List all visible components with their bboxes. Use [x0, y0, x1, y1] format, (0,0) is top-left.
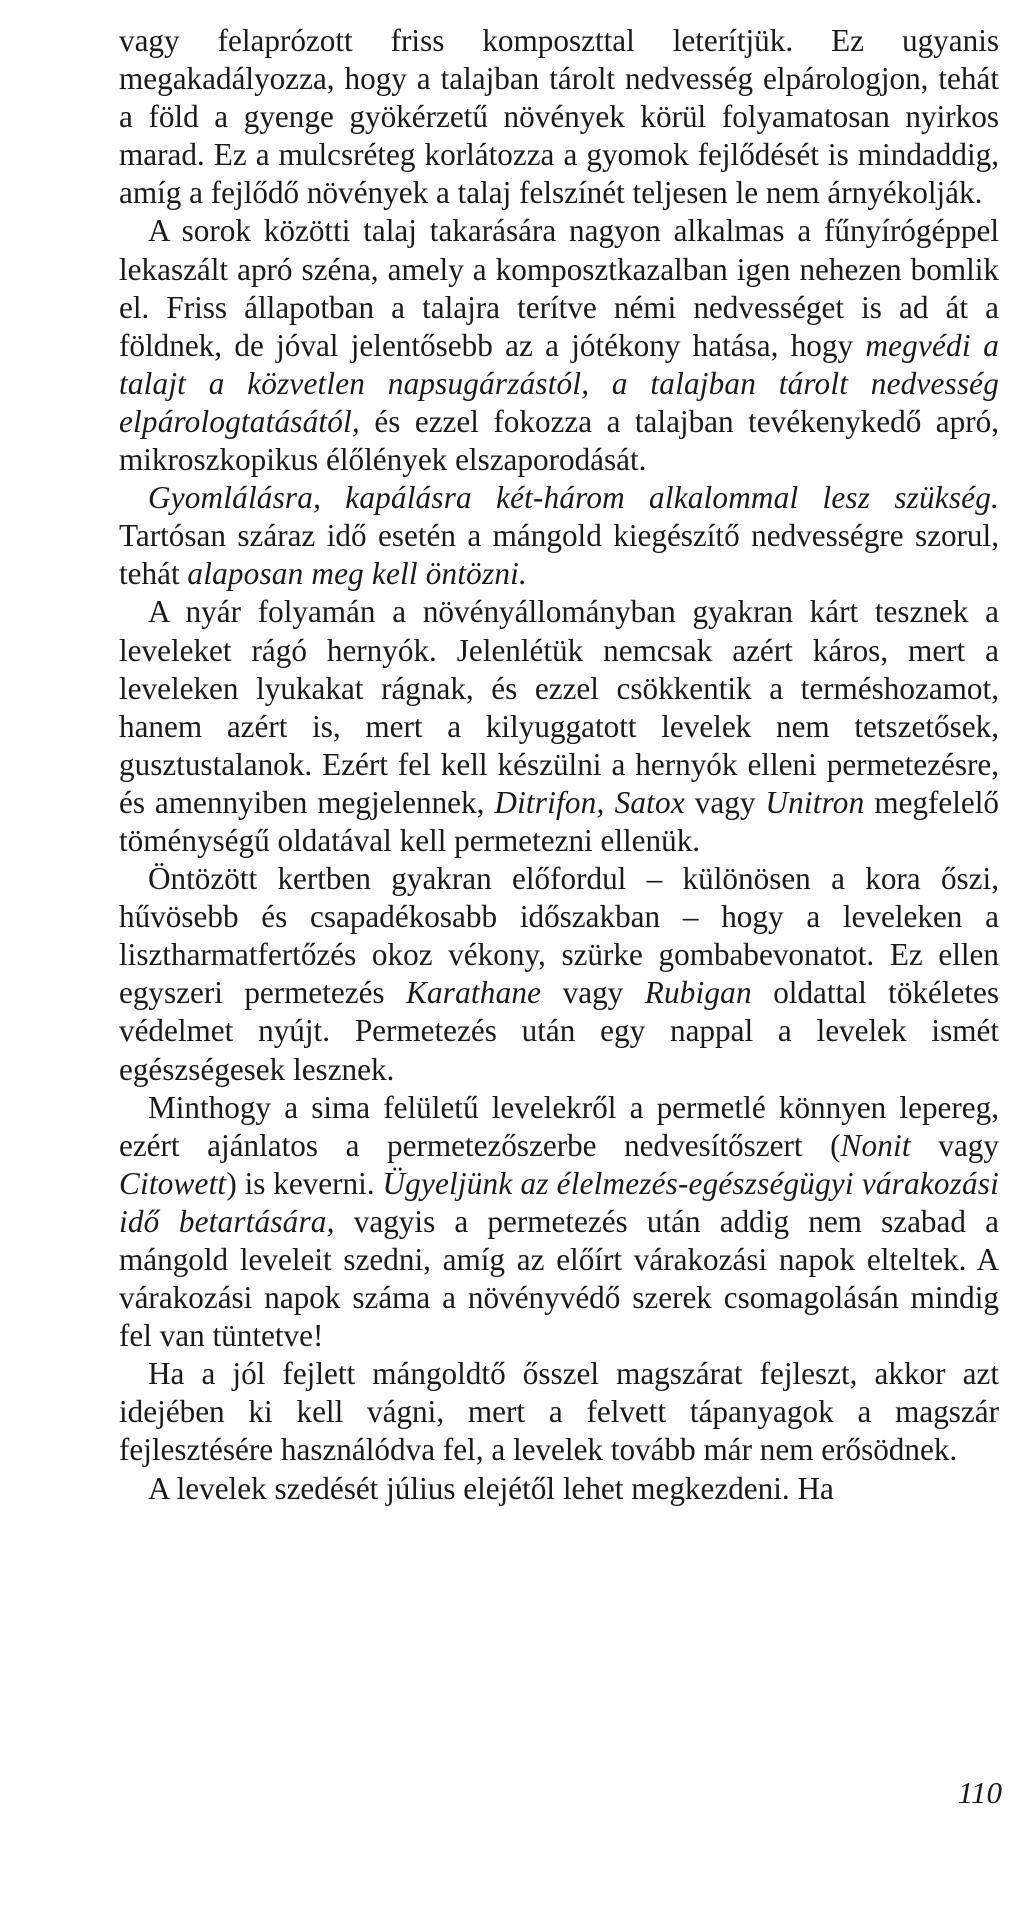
paragraph — [119, 212, 999, 479]
italic-text-run: megvédi a talajt a közvetlen napsugárzástól, a talajban tárolt nedvesség elpárologtatásától, — [119, 327, 999, 439]
italic-text-run: Gyomlálásra, kapálásra két-három alkalommal lesz szükség. — [148, 480, 999, 516]
text-run: vagy felaprózott friss komposzttal leterítjük. Ez ugyanis megakadályozza, hogy a talajban tárolt nedvesség elpárologjon, tehát a föld a gyenge gyökérzetű növények körül folyamatosan nyirkos marad. Ez a mulcsréteg korlátozza a gyomok fejlődését is mindaddig, amíg a fejlődő növények a talaj felszínét teljesen le nem árnyékolják. — [119, 23, 999, 211]
italic-text-run: Nonit — [840, 1127, 911, 1163]
italic-text-run: Ügyeljünk az élelmezés-egészségügyi várakozási idő betartására, — [119, 1165, 999, 1239]
text-run: és ezzel fokozza a talajban tevékenykedő apró, mikroszkopikus élőlények elszaporodását. — [119, 403, 999, 478]
italic-text-run: Unitron — [765, 784, 865, 820]
text-run: A sorok közötti talaj takarására nagyon alkalmas a fűnyírógéppel lekaszált apró széna, amely a komposztkazalban igen nehezen bomlik el. Friss állapotban a talajra terítve némi nedvességet is ad át a földnek, de jóval jelentősebb az a jótékony hatása, hogy — [119, 213, 999, 363]
text-run: Öntözött kertben gyakran előfordul – különösen a kora őszi, hűvösebb és csapadékosabb időszakban – hogy a leveleken a lisztharmatfertőzés okoz vékony, szürke gombabevonatot. Ez ellen egyszeri permetezés — [119, 861, 999, 1011]
text-run: ) is keverni. — [226, 1165, 383, 1201]
paragraph — [119, 860, 999, 1089]
text-run: A nyár folyamán a növényállományban gyakran kárt tesznek a leveleket rágó hernyók. Jelenlétük nemcsak azért káros, mert a leveleken lyukakat rágnak, és ezzel csökkentik a terméshozamot, hanem azért is, mert a kilyuggatott levelek nem tetszetősek, gusztustalanok. Ezért fel kell készülni a hernyók elleni permetezésre, és amennyiben megjelennek, — [119, 594, 999, 820]
italic-text-run: Citowett — [119, 1165, 227, 1201]
text-run: vagy — [541, 975, 645, 1011]
text-run: megfelelő töménységű oldatával kell permetezni ellenük. — [119, 784, 1000, 858]
italic-text-run: Rubigan — [644, 975, 752, 1011]
text-run: Ha a jól fejlett mángoldtő ősszel magszárat fejleszt, akkor azt idejében ki kell vágni, mert a felvett tápanyagok a magszár fejlesztésére használódva fel, a levelek tovább már nem erősödnek. — [119, 1356, 999, 1468]
paragraph — [119, 1355, 999, 1469]
body-text — [119, 22, 999, 1508]
paragraph — [119, 1089, 999, 1356]
paragraph — [119, 22, 999, 212]
paragraph — [119, 479, 999, 593]
text-run: oldattal tökéletes védelmet nyújt. Permetezés után egy nappal a levelek ismét egészségesek lesznek. — [119, 975, 999, 1087]
paragraph — [119, 593, 999, 860]
text-run: Tartósan száraz idő esetén a mángold kiegészítő nedvességre szorul, tehát — [119, 518, 999, 592]
italic-text-run: alaposan meg kell öntözni. — [187, 556, 527, 592]
text-run: vagy — [684, 784, 766, 820]
page-number: 110 — [957, 1775, 1002, 1810]
italic-text-run: Karathane — [406, 975, 542, 1011]
text-run: vagyis a permetezés után addig nem szabad a mángold leveleit szedni, amíg az előírt várakozási napok elteltek. A várakozási napok száma a növényvédő szerek csomagolásán mindig fel van tüntetve! — [119, 1203, 999, 1354]
text-run: A levelek szedését július elejétől lehet megkezdeni. Ha — [148, 1470, 834, 1506]
text-run: vagy — [910, 1127, 999, 1163]
text-run: Minthogy a sima felületű levelekről a permetlé könnyen lepereg, ezért ajánlatos a permetezőszerbe nedvesítőszert ( — [119, 1089, 999, 1163]
paragraph — [119, 1470, 999, 1508]
italic-text-run: Ditrifon, Satox — [494, 784, 685, 820]
